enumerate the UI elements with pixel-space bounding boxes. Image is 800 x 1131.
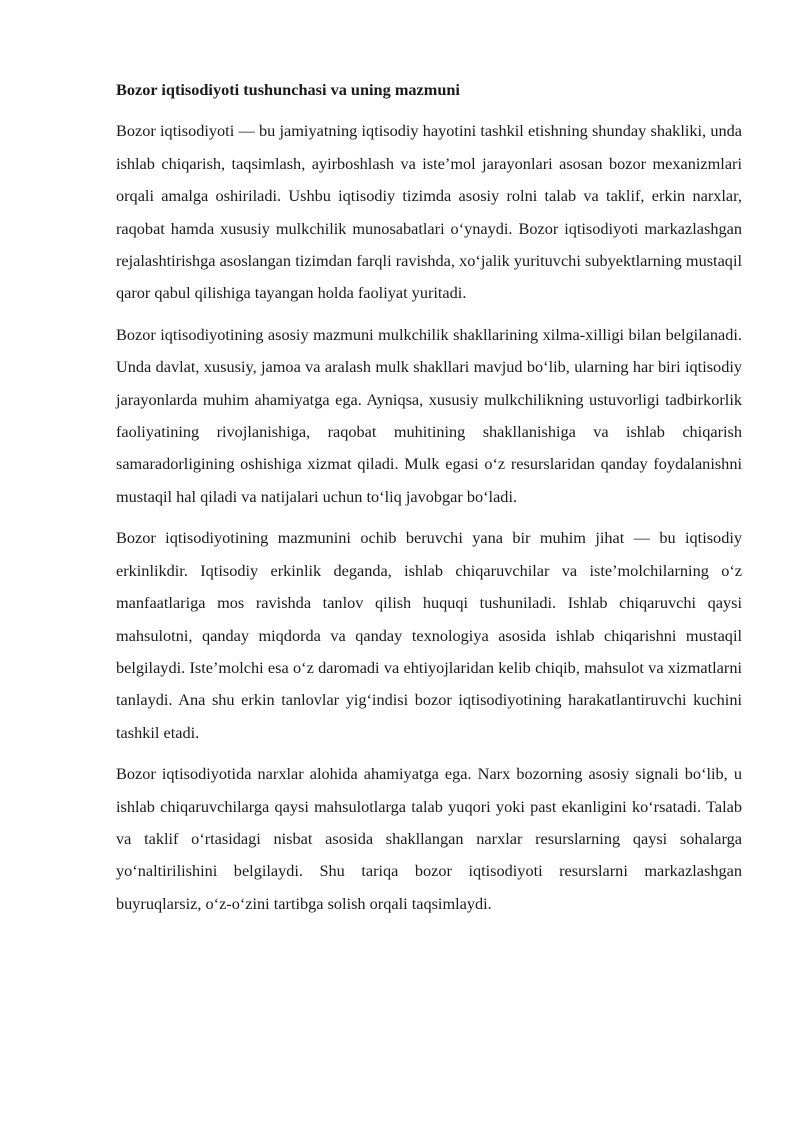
paragraph-3: Bozor iqtisodiyotining mazmunini ochib beruvchi yana bir muhim jihat — bu iqtisodiy erkinlikdir. Iqtisodiy erkinlik deganda, ishlab chiqaruvchilar va iste’molchilarning o‘z manfaatlariga mos ravishda tanlov qilish huquqi tushuniladi. Ishlab chiqaruvchi qaysi mahsulotni, qanday miqdorda va qanday texnologiya asosida ishlab chiqarishni mustaqil belgilaydi. Iste’molchi esa o‘z daromadi va ehtiyojlaridan kelib chiqib, mahsulot va xizmatlarni tanlaydi. Ana shu erkin tanlovlar yig‘indisi bozor iqtisodiyotining harakatlantiruvchi kuchini tashkil etadi. [116,528,742,742]
paragraph-1: Bozor iqtisodiyoti — bu jamiyatning iqtisodiy hayotini tashkil etishning shunday shakliki, unda ishlab chiqarish, taqsimlash, ayirboshlash va iste’mol jarayonlari asosan bozor mexanizmlari orqali amalga oshiriladi. Ushbu iqtisodiy tizimda asosiy rolni talab va taklif, erkin narxlar, raqobat hamda xususiy mulkchilik munosabatlari o‘ynaydi. Bozor iqtisodiyoti markazlashgan rejalashtirishga asoslangan tizimdan farqli ravishda, xo‘jalik yurituvchi subyektlarning mustaqil qaror qabul qilishiga tayangan holda faoliyat yuritadi. [116,121,742,303]
document-title: Bozor iqtisodiyoti tushunchasi va uning mazmuni [116,80,460,99]
document-page [116,74,742,929]
paragraph-2: Bozor iqtisodiyotining asosiy mazmuni mulkchilik shakllarining xilma-xilligi bilan belgilanadi. Unda davlat, xususiy, jamoa va aralash mulk shakllari mavjud bo‘lib, ularning har biri iqtisodiy jarayonlarda muhim ahamiyatga ega. Ayniqsa, xususiy mulkchilikning ustuvorligi tadbirkorlik faoliyatining rivojlanishiga, raqobat muhitining shakllanishiga va ishlab chiqarish samaradorligining oshishiga xizmat qiladi. Mulk egasi o‘z resurslaridan qanday foydalanishni mustaqil hal qiladi va natijalari uchun to‘liq javobgar bo‘ladi. [116,324,742,506]
paragraph-4: Bozor iqtisodiyotida narxlar alohida ahamiyatga ega. Narx bozorning asosiy signali bo‘lib, u ishlab chiqaruvchilarga qaysi mahsulotlarga talab yuqori yoki past ekanligini ko‘rsatadi. Talab va taklif o‘rtasidagi nisbat asosida shakllangan narxlar resurslarning qaysi sohalarga yo‘naltirilishini belgilaydi. Shu tariqa bozor iqtisodiyoti resurslarni markazlashgan buyruqlarsiz, o‘z-o‘zini tartibga solish orqali taqsimlaydi. [116,764,742,913]
